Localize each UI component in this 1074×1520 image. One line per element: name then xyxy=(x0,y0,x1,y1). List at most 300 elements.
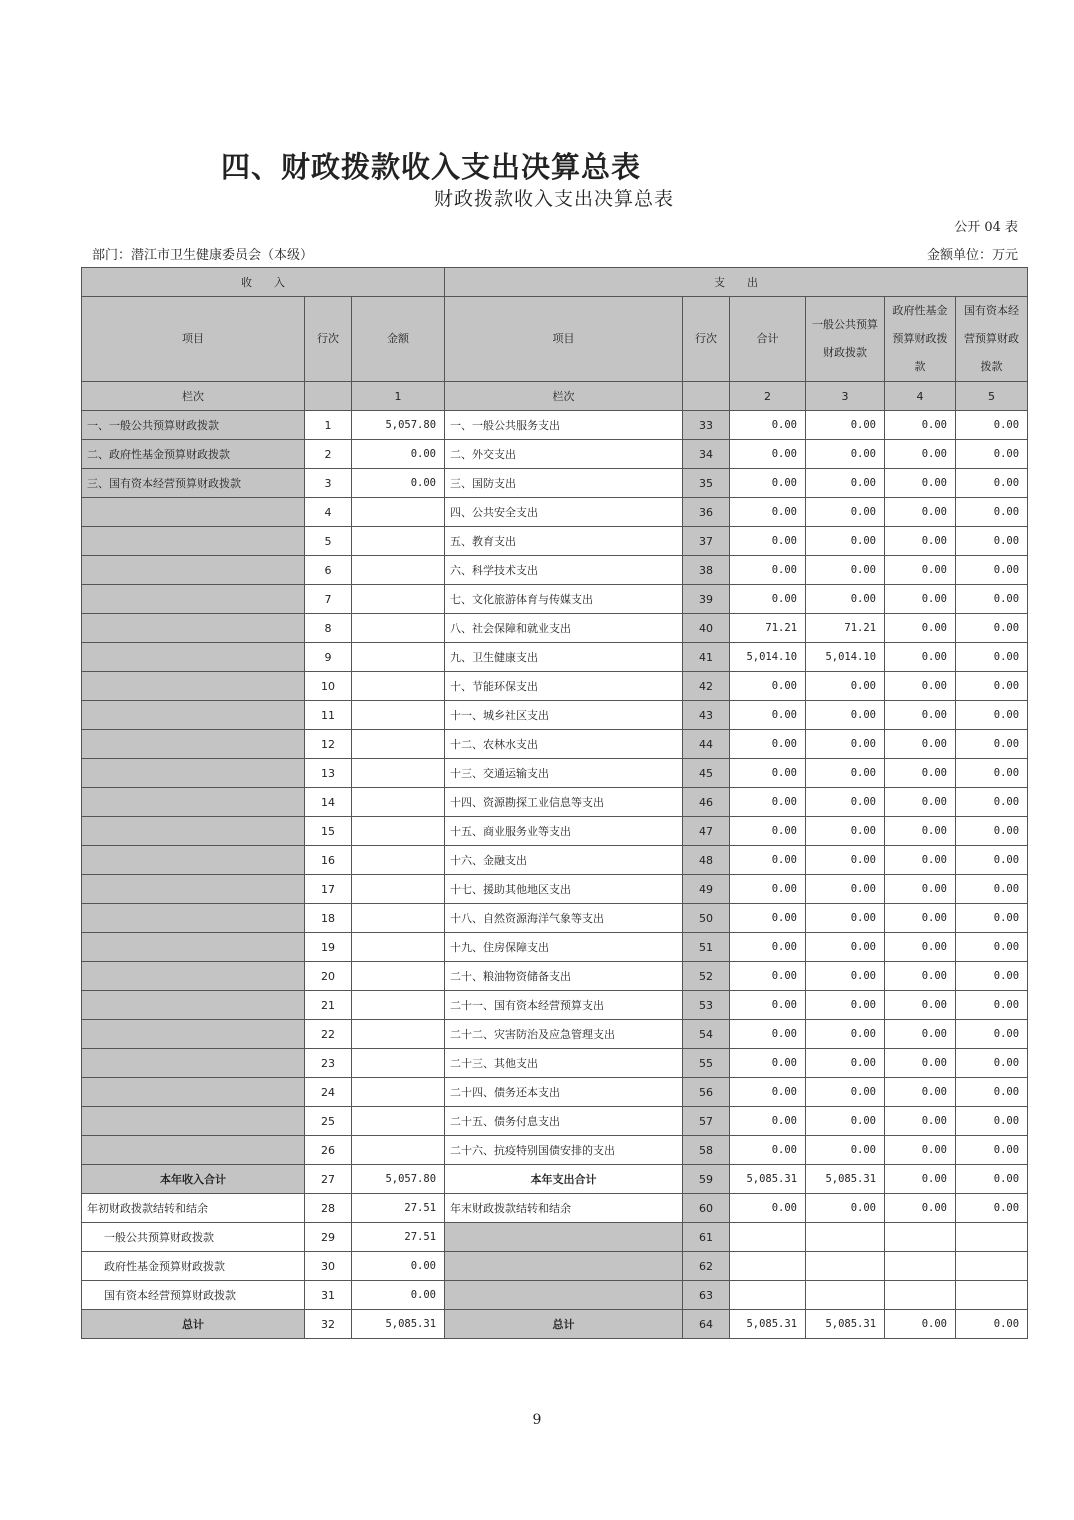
income-row-no: 16 xyxy=(305,846,352,875)
table-row xyxy=(82,614,1028,643)
expense-gov-fund: 0.00 xyxy=(885,1049,956,1078)
expense-state-capital: 0.00 xyxy=(956,1078,1028,1107)
expense-general-budget xyxy=(806,1281,885,1310)
expense-state-capital: 0.00 xyxy=(956,991,1028,1020)
expense-item: 三、国防支出 xyxy=(445,469,683,498)
expense-total: 0.00 xyxy=(730,672,806,701)
expense-general-budget: 0.00 xyxy=(806,1078,885,1107)
income-amount xyxy=(352,875,445,904)
income-item xyxy=(82,817,305,846)
expense-state-capital: 0.00 xyxy=(956,1107,1028,1136)
expense-item: 六、科学技术支出 xyxy=(445,556,683,585)
income-item xyxy=(82,556,305,585)
income-item xyxy=(82,846,305,875)
expense-general-budget: 0.00 xyxy=(806,904,885,933)
index-col-5: 5 xyxy=(956,382,1028,411)
expense-total: 0.00 xyxy=(730,411,806,440)
income-amount xyxy=(352,643,445,672)
expense-item: 二十二、灾害防治及应急管理支出 xyxy=(445,1020,683,1049)
table-row xyxy=(82,643,1028,672)
col-header-general-budget: 一般公共预算财政拨款 xyxy=(806,297,885,382)
income-amount xyxy=(352,904,445,933)
expense-state-capital: 0.00 xyxy=(956,1165,1028,1194)
income-row-no: 12 xyxy=(305,730,352,759)
income-item: 三、国有资本经营预算财政拨款 xyxy=(82,469,305,498)
expense-item xyxy=(445,1281,683,1310)
expense-state-capital: 0.00 xyxy=(956,846,1028,875)
expense-general-budget: 0.00 xyxy=(806,672,885,701)
index-col-3: 3 xyxy=(806,382,885,411)
index-label-income: 栏次 xyxy=(82,382,305,411)
table-row xyxy=(82,730,1028,759)
expense-general-budget: 0.00 xyxy=(806,1020,885,1049)
table-row xyxy=(82,1020,1028,1049)
budget-summary-table xyxy=(81,267,1028,1339)
expense-total xyxy=(730,1281,806,1310)
income-amount xyxy=(352,1136,445,1165)
expense-total: 0.00 xyxy=(730,788,806,817)
income-row-no: 28 xyxy=(305,1194,352,1223)
expense-gov-fund: 0.00 xyxy=(885,701,956,730)
income-item xyxy=(82,1020,305,1049)
income-amount xyxy=(352,1049,445,1078)
expense-item: 十三、交通运输支出 xyxy=(445,759,683,788)
expense-general-budget: 0.00 xyxy=(806,933,885,962)
income-item xyxy=(82,701,305,730)
expense-item: 二十、粮油物资储备支出 xyxy=(445,962,683,991)
expense-state-capital: 0.00 xyxy=(956,556,1028,585)
income-amount xyxy=(352,1078,445,1107)
income-item xyxy=(82,1136,305,1165)
table-row xyxy=(82,962,1028,991)
expense-general-budget: 5,085.31 xyxy=(806,1310,885,1339)
expense-item: 二十三、其他支出 xyxy=(445,1049,683,1078)
grand-total-row xyxy=(82,1310,1028,1339)
expense-state-capital: 0.00 xyxy=(956,933,1028,962)
income-item: 政府性基金预算财政拨款 xyxy=(82,1252,305,1281)
income-row-no: 26 xyxy=(305,1136,352,1165)
expense-row-no: 43 xyxy=(683,701,730,730)
table-row xyxy=(82,904,1028,933)
expense-gov-fund xyxy=(885,1223,956,1252)
expense-row-no: 33 xyxy=(683,411,730,440)
income-amount xyxy=(352,556,445,585)
income-row-no: 6 xyxy=(305,556,352,585)
income-item xyxy=(82,730,305,759)
expense-total: 0.00 xyxy=(730,991,806,1020)
expense-gov-fund: 0.00 xyxy=(885,788,956,817)
income-amount xyxy=(352,1107,445,1136)
income-amount: 5,085.31 xyxy=(352,1310,445,1339)
expense-state-capital: 0.00 xyxy=(956,527,1028,556)
expense-total: 0.00 xyxy=(730,527,806,556)
income-amount xyxy=(352,1020,445,1049)
income-amount xyxy=(352,933,445,962)
table-row xyxy=(82,585,1028,614)
expense-state-capital: 0.00 xyxy=(956,875,1028,904)
expense-total: 5,085.31 xyxy=(730,1310,806,1339)
income-row-no: 17 xyxy=(305,875,352,904)
table-row xyxy=(82,1049,1028,1078)
income-item: 国有资本经营预算财政拨款 xyxy=(82,1281,305,1310)
expense-item: 年末财政拨款结转和结余 xyxy=(445,1194,683,1223)
expense-item: 二十四、债务还本支出 xyxy=(445,1078,683,1107)
income-row-no: 8 xyxy=(305,614,352,643)
income-item xyxy=(82,1107,305,1136)
expense-state-capital: 0.00 xyxy=(956,614,1028,643)
expense-gov-fund: 0.00 xyxy=(885,585,956,614)
expense-gov-fund: 0.00 xyxy=(885,1194,956,1223)
table-row xyxy=(82,991,1028,1020)
expense-state-capital: 0.00 xyxy=(956,1136,1028,1165)
expense-item: 十四、资源勘探工业信息等支出 xyxy=(445,788,683,817)
expense-state-capital: 0.00 xyxy=(956,817,1028,846)
income-amount xyxy=(352,788,445,817)
expense-gov-fund: 0.00 xyxy=(885,614,956,643)
table-title: 财政拨款收入支出决算总表 xyxy=(433,188,674,210)
expense-total: 0.00 xyxy=(730,469,806,498)
carry-detail-row xyxy=(82,1252,1028,1281)
expense-gov-fund: 0.00 xyxy=(885,1310,956,1339)
income-amount: 0.00 xyxy=(352,469,445,498)
income-item: 一、一般公共预算财政拨款 xyxy=(82,411,305,440)
income-amount: 0.00 xyxy=(352,1252,445,1281)
income-row-no: 27 xyxy=(305,1165,352,1194)
expense-state-capital: 0.00 xyxy=(956,498,1028,527)
income-amount xyxy=(352,991,445,1020)
expense-row-no: 62 xyxy=(683,1252,730,1281)
expense-item: 四、公共安全支出 xyxy=(445,498,683,527)
expense-gov-fund: 0.00 xyxy=(885,1107,956,1136)
carry-detail-row xyxy=(82,1223,1028,1252)
expense-general-budget: 0.00 xyxy=(806,701,885,730)
income-amount xyxy=(352,817,445,846)
expense-general-budget: 0.00 xyxy=(806,1136,885,1165)
table-row xyxy=(82,469,1028,498)
expense-general-budget: 0.00 xyxy=(806,846,885,875)
expense-total: 0.00 xyxy=(730,1136,806,1165)
expense-general-budget xyxy=(806,1252,885,1281)
expense-total: 0.00 xyxy=(730,933,806,962)
expense-general-budget: 5,014.10 xyxy=(806,643,885,672)
expense-row-no: 50 xyxy=(683,904,730,933)
expense-row-no: 44 xyxy=(683,730,730,759)
expense-item: 十七、援助其他地区支出 xyxy=(445,875,683,904)
expense-gov-fund: 0.00 xyxy=(885,817,956,846)
page-number: 9 xyxy=(532,1412,542,1428)
expense-gov-fund: 0.00 xyxy=(885,643,956,672)
expense-item: 七、文化旅游体育与传媒支出 xyxy=(445,585,683,614)
income-row-no: 24 xyxy=(305,1078,352,1107)
expense-gov-fund: 0.00 xyxy=(885,1165,956,1194)
income-item xyxy=(82,614,305,643)
expense-state-capital: 0.00 xyxy=(956,643,1028,672)
income-row-no: 32 xyxy=(305,1310,352,1339)
table-row xyxy=(82,1107,1028,1136)
expense-gov-fund: 0.00 xyxy=(885,875,956,904)
income-item xyxy=(82,1078,305,1107)
expense-total: 0.00 xyxy=(730,817,806,846)
expense-gov-fund: 0.00 xyxy=(885,1020,956,1049)
expense-row-no: 46 xyxy=(683,788,730,817)
col-header-income-row: 行次 xyxy=(305,297,352,382)
expense-item xyxy=(445,1252,683,1281)
expense-state-capital: 0.00 xyxy=(956,1020,1028,1049)
income-item: 总计 xyxy=(82,1310,305,1339)
expense-row-no: 54 xyxy=(683,1020,730,1049)
income-amount xyxy=(352,585,445,614)
expense-row-no: 51 xyxy=(683,933,730,962)
expense-state-capital xyxy=(956,1252,1028,1281)
income-row-no: 2 xyxy=(305,440,352,469)
expense-gov-fund: 0.00 xyxy=(885,1136,956,1165)
expense-gov-fund: 0.00 xyxy=(885,527,956,556)
income-item xyxy=(82,904,305,933)
income-item xyxy=(82,962,305,991)
expense-state-capital: 0.00 xyxy=(956,701,1028,730)
expense-row-no: 47 xyxy=(683,817,730,846)
income-row-no: 13 xyxy=(305,759,352,788)
expense-row-no: 58 xyxy=(683,1136,730,1165)
expense-general-budget: 71.21 xyxy=(806,614,885,643)
income-row-no: 25 xyxy=(305,1107,352,1136)
expense-total: 0.00 xyxy=(730,556,806,585)
department-label: 部门：潜江市卫生健康委员会（本级） xyxy=(92,248,314,263)
expense-gov-fund: 0.00 xyxy=(885,991,956,1020)
col-header-expense-row: 行次 xyxy=(683,297,730,382)
income-amount xyxy=(352,672,445,701)
income-row-no: 9 xyxy=(305,643,352,672)
income-amount xyxy=(352,614,445,643)
income-amount: 27.51 xyxy=(352,1223,445,1252)
income-item: 一般公共预算财政拨款 xyxy=(82,1223,305,1252)
table-row xyxy=(82,527,1028,556)
income-amount xyxy=(352,759,445,788)
income-row-no: 11 xyxy=(305,701,352,730)
col-header-expense-total: 合计 xyxy=(730,297,806,382)
expense-gov-fund: 0.00 xyxy=(885,962,956,991)
expense-row-no: 37 xyxy=(683,527,730,556)
expense-general-budget: 0.00 xyxy=(806,991,885,1020)
expense-general-budget: 0.00 xyxy=(806,585,885,614)
expense-total: 0.00 xyxy=(730,846,806,875)
expense-state-capital: 0.00 xyxy=(956,469,1028,498)
expense-gov-fund xyxy=(885,1281,956,1310)
expense-general-budget: 0.00 xyxy=(806,527,885,556)
income-item xyxy=(82,585,305,614)
table-row xyxy=(82,701,1028,730)
expense-total: 0.00 xyxy=(730,730,806,759)
expense-item: 九、卫生健康支出 xyxy=(445,643,683,672)
expense-state-capital: 0.00 xyxy=(956,1310,1028,1339)
expense-row-no: 45 xyxy=(683,759,730,788)
income-row-no: 22 xyxy=(305,1020,352,1049)
expense-item: 五、教育支出 xyxy=(445,527,683,556)
expense-item: 十九、住房保障支出 xyxy=(445,933,683,962)
expense-total: 0.00 xyxy=(730,440,806,469)
expense-general-budget: 0.00 xyxy=(806,759,885,788)
expense-state-capital: 0.00 xyxy=(956,1049,1028,1078)
index-blank xyxy=(305,382,352,411)
income-amount xyxy=(352,498,445,527)
income-item xyxy=(82,933,305,962)
income-amount xyxy=(352,730,445,759)
income-item: 年初财政拨款结转和结余 xyxy=(82,1194,305,1223)
income-amount: 0.00 xyxy=(352,440,445,469)
index-col-2: 2 xyxy=(730,382,806,411)
income-item: 二、政府性基金预算财政拨款 xyxy=(82,440,305,469)
expense-total xyxy=(730,1223,806,1252)
income-row-no: 20 xyxy=(305,962,352,991)
income-row-no: 10 xyxy=(305,672,352,701)
expense-row-no: 64 xyxy=(683,1310,730,1339)
expense-gov-fund: 0.00 xyxy=(885,904,956,933)
expense-general-budget: 0.00 xyxy=(806,1107,885,1136)
income-row-no: 18 xyxy=(305,904,352,933)
expense-gov-fund xyxy=(885,1252,956,1281)
index-label-expense: 栏次 xyxy=(445,382,683,411)
expense-general-budget: 0.00 xyxy=(806,962,885,991)
table-row xyxy=(82,556,1028,585)
income-item xyxy=(82,527,305,556)
income-item xyxy=(82,991,305,1020)
expense-general-budget: 0.00 xyxy=(806,440,885,469)
expense-row-no: 57 xyxy=(683,1107,730,1136)
income-item xyxy=(82,672,305,701)
expense-item: 一、一般公共服务支出 xyxy=(445,411,683,440)
expense-general-budget: 0.00 xyxy=(806,1049,885,1078)
income-row-no: 29 xyxy=(305,1223,352,1252)
income-amount: 5,057.80 xyxy=(352,1165,445,1194)
income-row-no: 15 xyxy=(305,817,352,846)
expense-state-capital: 0.00 xyxy=(956,440,1028,469)
table-row xyxy=(82,1136,1028,1165)
expense-item: 本年支出合计 xyxy=(445,1165,683,1194)
table-row xyxy=(82,411,1028,440)
income-amount xyxy=(352,701,445,730)
expense-item: 十八、自然资源海洋气象等支出 xyxy=(445,904,683,933)
expense-item xyxy=(445,1223,683,1252)
index-blank xyxy=(683,382,730,411)
expense-total: 0.00 xyxy=(730,1020,806,1049)
expense-gov-fund: 0.00 xyxy=(885,411,956,440)
expense-total: 5,014.10 xyxy=(730,643,806,672)
expense-total: 0.00 xyxy=(730,1078,806,1107)
expense-general-budget: 0.00 xyxy=(806,411,885,440)
expense-gov-fund: 0.00 xyxy=(885,440,956,469)
expense-total: 0.00 xyxy=(730,962,806,991)
expense-item: 二十五、债务付息支出 xyxy=(445,1107,683,1136)
table-row xyxy=(82,498,1028,527)
income-amount: 0.00 xyxy=(352,1281,445,1310)
subtotal-row xyxy=(82,1165,1028,1194)
table-row xyxy=(82,788,1028,817)
income-row-no: 4 xyxy=(305,498,352,527)
income-item xyxy=(82,498,305,527)
table-row xyxy=(82,875,1028,904)
expense-row-no: 61 xyxy=(683,1223,730,1252)
carry-over-row xyxy=(82,1194,1028,1223)
expense-total: 0.00 xyxy=(730,585,806,614)
income-amount xyxy=(352,527,445,556)
expense-row-no: 48 xyxy=(683,846,730,875)
expense-gov-fund: 0.00 xyxy=(885,672,956,701)
income-row-no: 14 xyxy=(305,788,352,817)
expense-section-header: 支 出 xyxy=(445,268,1028,297)
expense-item: 八、社会保障和就业支出 xyxy=(445,614,683,643)
expense-state-capital: 0.00 xyxy=(956,585,1028,614)
expense-total: 0.00 xyxy=(730,701,806,730)
income-amount: 5,057.80 xyxy=(352,411,445,440)
expense-state-capital: 0.00 xyxy=(956,672,1028,701)
income-item xyxy=(82,759,305,788)
expense-general-budget: 0.00 xyxy=(806,1194,885,1223)
expense-total: 0.00 xyxy=(730,1194,806,1223)
expense-gov-fund: 0.00 xyxy=(885,469,956,498)
expense-total: 71.21 xyxy=(730,614,806,643)
expense-gov-fund: 0.00 xyxy=(885,1078,956,1107)
income-item xyxy=(82,788,305,817)
expense-row-no: 63 xyxy=(683,1281,730,1310)
expense-gov-fund: 0.00 xyxy=(885,730,956,759)
index-col-1: 1 xyxy=(352,382,445,411)
expense-general-budget: 0.00 xyxy=(806,556,885,585)
expense-row-no: 34 xyxy=(683,440,730,469)
expense-row-no: 38 xyxy=(683,556,730,585)
expense-gov-fund: 0.00 xyxy=(885,498,956,527)
expense-row-no: 41 xyxy=(683,643,730,672)
expense-total: 0.00 xyxy=(730,759,806,788)
expense-item: 总计 xyxy=(445,1310,683,1339)
expense-total: 0.00 xyxy=(730,1107,806,1136)
form-number: 公开 04 表 xyxy=(954,220,1018,235)
col-header-gov-fund: 政府性基金预算财政拨款 xyxy=(885,297,956,382)
expense-row-no: 36 xyxy=(683,498,730,527)
table-row xyxy=(82,1078,1028,1107)
expense-general-budget: 0.00 xyxy=(806,817,885,846)
expense-general-budget xyxy=(806,1223,885,1252)
expense-general-budget: 0.00 xyxy=(806,788,885,817)
expense-state-capital: 0.00 xyxy=(956,788,1028,817)
expense-total: 0.00 xyxy=(730,498,806,527)
expense-total: 0.00 xyxy=(730,875,806,904)
amount-unit-label: 金额单位：万元 xyxy=(926,248,1018,263)
table-row xyxy=(82,846,1028,875)
income-row-no: 5 xyxy=(305,527,352,556)
expense-state-capital: 0.00 xyxy=(956,904,1028,933)
index-col-4: 4 xyxy=(885,382,956,411)
carry-detail-row xyxy=(82,1281,1028,1310)
col-header-income-item: 项目 xyxy=(82,297,305,382)
expense-row-no: 42 xyxy=(683,672,730,701)
expense-state-capital: 0.00 xyxy=(956,759,1028,788)
expense-state-capital: 0.00 xyxy=(956,1194,1028,1223)
income-row-no: 30 xyxy=(305,1252,352,1281)
expense-state-capital xyxy=(956,1281,1028,1310)
expense-gov-fund: 0.00 xyxy=(885,933,956,962)
income-row-no: 31 xyxy=(305,1281,352,1310)
income-amount: 27.51 xyxy=(352,1194,445,1223)
income-item xyxy=(82,875,305,904)
page-title: 四、财政拨款收入支出决算总表 xyxy=(221,150,642,184)
expense-item: 十六、金融支出 xyxy=(445,846,683,875)
table-row xyxy=(82,817,1028,846)
expense-gov-fund: 0.00 xyxy=(885,759,956,788)
table-row xyxy=(82,440,1028,469)
expense-row-no: 55 xyxy=(683,1049,730,1078)
income-row-no: 23 xyxy=(305,1049,352,1078)
expense-item: 十五、商业服务业等支出 xyxy=(445,817,683,846)
